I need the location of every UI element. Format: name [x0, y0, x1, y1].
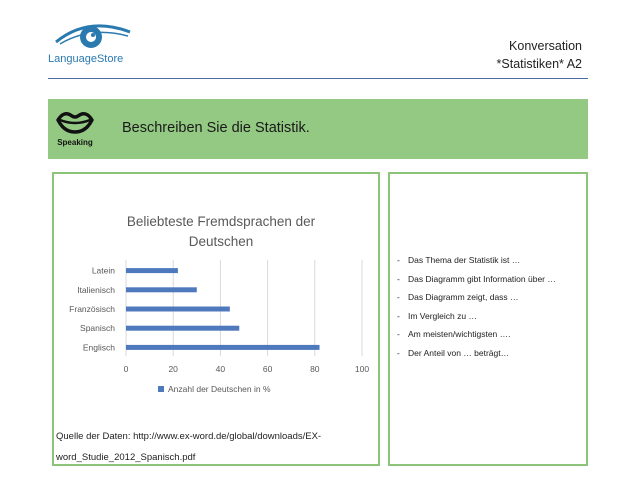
bar — [126, 287, 197, 292]
phrase-item — [397, 329, 587, 348]
phrase-text: Das Diagramm gibt Information über … — [408, 273, 556, 284]
phrase-item — [397, 255, 587, 274]
task-instruction: Beschreiben Sie die Statistik. — [122, 120, 310, 136]
bar — [126, 307, 230, 312]
bullet-dash: - — [397, 292, 400, 302]
bar — [126, 345, 320, 350]
x-tick-label: 60 — [262, 364, 273, 374]
chart-title: Beliebteste Fremdsprachen der Deutschen — [126, 214, 316, 249]
bullet-dash: - — [397, 273, 400, 284]
category-label: Englisch — [82, 342, 115, 353]
bullet-dash: - — [397, 310, 400, 321]
data-source — [56, 426, 376, 468]
bullet-dash: - — [397, 255, 400, 265]
phrase-text: Das Thema der Statistik ist … — [408, 255, 521, 265]
x-tick-label: 100 — [354, 364, 370, 374]
x-tick-label: 0 — [123, 364, 129, 374]
category-label: Italienisch — [77, 284, 115, 295]
bullet-dash: - — [397, 347, 400, 358]
phrase-text: Am meisten/wichtigsten …. — [408, 329, 511, 339]
bar — [126, 326, 239, 331]
category-label: Latein — [91, 265, 115, 276]
phrase-item — [397, 348, 587, 367]
phrase-list — [397, 255, 587, 366]
x-tick-label: 20 — [168, 364, 178, 374]
phrase-item — [397, 274, 587, 293]
lesson-title-line1: Konversation — [509, 39, 582, 53]
data-source-line1: Quelle der Daten: http://www.ex-word.de/global/downloads/EX- — [56, 431, 322, 442]
category-label: Französisch — [69, 304, 115, 314]
lesson-title-line2: *Statistiken* A2 — [496, 57, 582, 71]
category-label: Spanisch — [80, 323, 115, 334]
data-source-line2: word_Studie_2012_Spanisch.pdf — [56, 452, 196, 463]
bar — [126, 268, 178, 273]
phrase-item — [397, 311, 587, 330]
speaking-icon-label: Speaking — [57, 138, 93, 147]
x-tick-label: 80 — [310, 364, 320, 374]
phrase-text: Das Diagramm zeigt, dass … — [408, 292, 519, 302]
phrase-text: Im Vergleich zu … — [408, 310, 477, 321]
phrase-item — [397, 292, 587, 311]
logo-text: LanguageStore — [48, 53, 124, 65]
legend-label: Anzahl der Deutschen in % — [168, 384, 271, 394]
x-tick-label: 40 — [215, 364, 226, 374]
legend-swatch — [158, 386, 164, 392]
phrase-text: Der Anteil von … beträgt… — [408, 347, 510, 358]
bullet-dash: - — [397, 329, 400, 339]
